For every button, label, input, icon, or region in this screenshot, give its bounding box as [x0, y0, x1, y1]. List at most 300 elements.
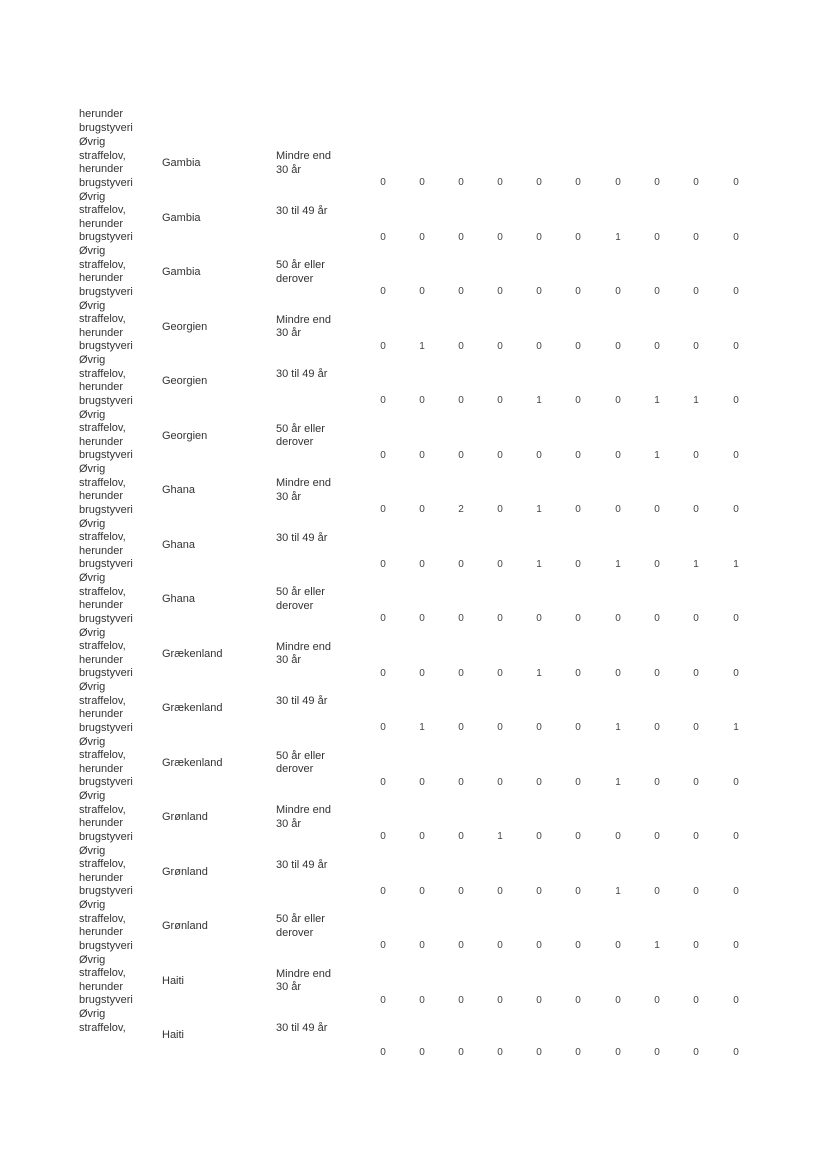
- age-cell: [276, 913, 325, 940]
- crime-line: brugstyveri: [79, 176, 133, 189]
- country-cell: Ghana: [162, 538, 196, 551]
- crime-line: herunder: [79, 381, 124, 394]
- value-cell: 0: [419, 231, 425, 243]
- value-cell: 1: [733, 558, 739, 570]
- crime-line: straffelov,: [79, 204, 126, 217]
- value-cell: 0: [615, 667, 621, 679]
- value-cell: 0: [419, 885, 425, 897]
- crime-line: herunder: [79, 599, 124, 612]
- value-cell: 0: [380, 558, 386, 570]
- value-cell: 0: [497, 667, 503, 679]
- age-line: Mindre end: [276, 477, 332, 489]
- value-cell: 0: [575, 885, 581, 897]
- country-cell: Grønland: [162, 865, 208, 878]
- crime-cell: [79, 681, 154, 735]
- crime-line: herunder: [79, 708, 124, 721]
- value-cell: 0: [693, 776, 699, 788]
- value-cell: 0: [497, 340, 503, 352]
- value-cell: 0: [575, 231, 581, 243]
- crime-cell: [79, 518, 154, 572]
- value-cell: 0: [575, 831, 581, 842]
- age-line: 50 år eller: [276, 422, 325, 435]
- value-cell: 0: [497, 558, 503, 570]
- value-cell: 0: [380, 831, 386, 842]
- value-cell: 0: [654, 558, 660, 570]
- value-cell: 0: [733, 449, 739, 461]
- value-cell: 0: [419, 395, 425, 406]
- value-cell: 0: [654, 340, 660, 352]
- crime-cell: [79, 572, 154, 626]
- crime-line: brugstyveri: [79, 994, 133, 1007]
- age-line: 30 år: [276, 163, 302, 176]
- crime-line: straffelov,: [79, 640, 126, 653]
- value-cell: 0: [654, 504, 660, 515]
- value-cell: 0: [575, 558, 581, 570]
- country-cell: Grækenland: [162, 702, 223, 714]
- value-cell: 0: [536, 286, 542, 297]
- crime-line: straffelov,: [79, 313, 126, 326]
- value-cell: 0: [419, 177, 425, 188]
- crime-cell: [79, 1008, 154, 1035]
- age-cell: [276, 532, 327, 546]
- value-cell: 0: [458, 1047, 464, 1058]
- value-cell: 0: [693, 449, 699, 461]
- value-cell: 0: [380, 231, 386, 243]
- header-fragment: [79, 108, 154, 135]
- value-cell: 0: [419, 449, 425, 461]
- value-cell: 0: [693, 722, 699, 733]
- crime-line: brugstyveri: [79, 285, 133, 298]
- country-cell: Haiti: [162, 1029, 185, 1041]
- crime-line: brugstyveri: [79, 667, 133, 680]
- value-cell: 0: [419, 558, 425, 570]
- value-cell: 0: [458, 722, 464, 733]
- crime-line: brugstyveri: [79, 231, 133, 244]
- value-cell: 0: [575, 776, 581, 788]
- crime-line: brugstyveri: [79, 721, 133, 734]
- value-cell: 1: [615, 885, 621, 897]
- value-cell: 0: [497, 177, 503, 188]
- value-cell: 1: [419, 722, 425, 733]
- crime-line: straffelov,: [79, 367, 126, 380]
- value-cell: 0: [575, 449, 581, 461]
- age-line: 30 til 49 år: [276, 204, 328, 217]
- crime-line: Øvrig: [79, 899, 106, 911]
- country-cell: Grønland: [162, 811, 208, 823]
- value-cell: 0: [380, 449, 386, 461]
- value-cell: 0: [654, 231, 660, 243]
- crime-cell: [79, 245, 154, 299]
- value-cell: 0: [419, 831, 425, 842]
- crime-line: Øvrig: [79, 572, 106, 584]
- value-cell: 0: [536, 994, 542, 1006]
- crime-line: herunder: [79, 163, 124, 176]
- value-cell: 0: [419, 286, 425, 297]
- value-cell: 0: [654, 286, 660, 297]
- age-line: 30 år: [276, 654, 302, 667]
- value-cell: 0: [733, 177, 739, 188]
- value-cell: 0: [458, 286, 464, 297]
- value-cell: 0: [733, 776, 739, 788]
- crime-cell: [79, 409, 154, 463]
- crime-line: brugstyveri: [79, 612, 133, 625]
- value-cell: 0: [693, 340, 699, 352]
- value-cell: 0: [733, 613, 739, 624]
- crime-line: straffelov,: [79, 422, 126, 435]
- value-cell: 0: [654, 776, 660, 788]
- value-cell: 0: [654, 1047, 660, 1058]
- value-cell: 0: [497, 1047, 503, 1058]
- age-line: 30 til 49 år: [276, 368, 328, 380]
- value-cell: 0: [497, 504, 503, 515]
- crime-line: brugstyveri: [79, 939, 133, 952]
- value-cell: 0: [575, 994, 581, 1006]
- value-cell: 1: [536, 395, 542, 406]
- crime-line: herunder: [79, 817, 124, 830]
- age-line: Mindre end: [276, 967, 332, 980]
- value-cell: 1: [615, 231, 621, 243]
- value-cell: 0: [654, 667, 660, 679]
- value-cell: 0: [615, 449, 621, 461]
- age-line: Mindre end: [276, 150, 332, 162]
- crime-line: Øvrig: [79, 790, 106, 802]
- value-cell: 0: [419, 613, 425, 624]
- value-cell: 0: [380, 177, 386, 188]
- value-cell: 0: [575, 504, 581, 515]
- value-cell: 0: [419, 776, 425, 788]
- crime-line: herunder: [79, 490, 124, 503]
- value-cell: 0: [497, 885, 503, 897]
- value-cell: 1: [536, 667, 542, 679]
- crime-line: straffelov,: [79, 694, 126, 707]
- crime-line: herunder: [79, 217, 124, 230]
- age-cell: [276, 804, 331, 831]
- age-cell: [276, 150, 331, 177]
- value-cell: 1: [497, 831, 503, 842]
- age-cell: [276, 1022, 327, 1036]
- value-cell: 0: [575, 395, 581, 406]
- value-cell: 2: [458, 504, 464, 515]
- value-cell: 0: [615, 504, 621, 515]
- crime-line: straffelov,: [79, 912, 126, 925]
- crime-line: straffelov,: [79, 858, 126, 871]
- country-cell: Grækenland: [162, 756, 223, 769]
- age-line: derover: [276, 926, 314, 939]
- value-cell: 0: [380, 395, 386, 406]
- age-cell: [276, 968, 331, 995]
- crime-line: straffelov,: [79, 258, 126, 271]
- value-cell: 0: [654, 613, 660, 624]
- value-cell: 0: [536, 449, 542, 461]
- crime-cell: [79, 899, 154, 953]
- value-cell: 0: [380, 504, 386, 515]
- value-cell: 0: [654, 722, 660, 733]
- value-cell: 0: [458, 177, 464, 188]
- value-cell: 0: [536, 1047, 542, 1058]
- crime-line: Øvrig: [79, 953, 106, 966]
- value-cell: 0: [497, 395, 503, 406]
- value-cell: 0: [380, 722, 386, 733]
- value-cell: 1: [615, 558, 621, 570]
- value-cell: 0: [733, 504, 739, 515]
- value-cell: 0: [380, 1047, 386, 1058]
- crime-line: brugstyveri: [79, 776, 133, 789]
- crime-line: Øvrig: [79, 1008, 106, 1020]
- crime-line: Øvrig: [79, 735, 106, 748]
- value-cell: 0: [497, 776, 503, 788]
- value-cell: 0: [693, 940, 699, 951]
- value-cell: 0: [733, 940, 739, 951]
- country-cell: Georgien: [162, 429, 208, 442]
- value-cell: 0: [693, 613, 699, 624]
- crime-line: straffelov,: [79, 749, 126, 762]
- value-cell: 0: [380, 940, 386, 951]
- age-line: 50 år eller: [276, 913, 325, 925]
- age-cell: [276, 695, 327, 709]
- value-cell: 0: [654, 885, 660, 897]
- value-cell: 1: [615, 722, 621, 733]
- value-cell: 0: [693, 286, 699, 297]
- age-line: Mindre end: [276, 313, 332, 326]
- value-cell: 0: [615, 340, 621, 352]
- age-line: derover: [276, 436, 314, 449]
- crime-cell: [79, 354, 154, 408]
- value-cell: 0: [693, 994, 699, 1006]
- value-cell: 0: [693, 177, 699, 188]
- value-cell: 0: [575, 1047, 581, 1058]
- crime-line: brugstyveri: [79, 885, 133, 898]
- crime-cell: [79, 191, 154, 245]
- age-line: 30 år: [276, 327, 302, 340]
- crime-line: Øvrig: [79, 136, 106, 148]
- value-cell: 0: [733, 340, 739, 352]
- value-cell: 0: [380, 340, 386, 352]
- age-line: 30 til 49 år: [276, 858, 328, 871]
- value-cell: 0: [380, 885, 386, 897]
- value-cell: 0: [693, 231, 699, 243]
- age-line: Mindre end: [276, 804, 332, 816]
- value-cell: 0: [458, 667, 464, 679]
- age-cell: [276, 205, 327, 219]
- crime-line: Øvrig: [79, 626, 106, 639]
- crime-line: Øvrig: [79, 681, 106, 693]
- value-cell: 0: [615, 831, 621, 842]
- value-cell: 0: [458, 831, 464, 842]
- value-cell: 1: [693, 395, 699, 406]
- value-cell: 0: [419, 504, 425, 515]
- value-cell: 0: [733, 994, 739, 1006]
- crime-line: herunder: [79, 326, 124, 339]
- crime-line: herunder: [79, 653, 124, 666]
- value-cell: 0: [693, 504, 699, 515]
- value-cell: 0: [536, 940, 542, 951]
- crime-line: brugstyveri: [79, 394, 133, 407]
- age-line: derover: [276, 272, 314, 285]
- age-cell: [276, 423, 325, 450]
- value-cell: 0: [733, 831, 739, 842]
- crime-line: Øvrig: [79, 844, 106, 857]
- crime-line: brugstyveri: [79, 121, 133, 134]
- crime-line: brugstyveri: [79, 830, 133, 843]
- value-cell: 0: [458, 885, 464, 897]
- value-cell: 0: [733, 231, 739, 243]
- value-cell: 0: [536, 776, 542, 788]
- country-cell: Gambia: [162, 211, 201, 224]
- value-cell: 0: [575, 722, 581, 733]
- value-cell: 1: [733, 722, 739, 733]
- value-cell: 0: [458, 613, 464, 624]
- age-line: 30 år: [276, 981, 302, 994]
- crime-cell: [79, 136, 154, 190]
- country-cell: Georgien: [162, 320, 208, 333]
- crime-line: Øvrig: [79, 463, 106, 475]
- crime-cell: [79, 954, 154, 1008]
- crime-line: brugstyveri: [79, 503, 133, 516]
- value-cell: 0: [693, 667, 699, 679]
- value-cell: 0: [733, 885, 739, 897]
- value-cell: 1: [536, 558, 542, 570]
- country-cell: Ghana: [162, 593, 196, 605]
- value-cell: 0: [380, 776, 386, 788]
- value-cell: 0: [536, 231, 542, 243]
- crime-line: straffelov,: [79, 1021, 126, 1034]
- crime-line: straffelov,: [79, 967, 126, 980]
- value-cell: 0: [733, 286, 739, 297]
- value-cell: 0: [536, 722, 542, 733]
- crime-line: straffelov,: [79, 803, 126, 816]
- age-line: 30 år: [276, 817, 302, 830]
- crime-cell: [79, 463, 154, 517]
- value-cell: 0: [458, 231, 464, 243]
- crime-line: straffelov,: [79, 531, 126, 544]
- value-cell: 1: [654, 395, 660, 406]
- country-cell: Georgien: [162, 375, 208, 387]
- value-cell: 0: [419, 994, 425, 1006]
- age-cell: [276, 641, 331, 668]
- value-cell: 0: [458, 940, 464, 951]
- age-cell: [276, 750, 325, 777]
- country-cell: Grønland: [162, 920, 208, 932]
- value-cell: 0: [497, 940, 503, 951]
- crime-line: Øvrig: [79, 517, 106, 530]
- age-line: 30 til 49 år: [276, 1022, 328, 1034]
- value-cell: 0: [536, 340, 542, 352]
- value-cell: 0: [380, 994, 386, 1006]
- value-cell: 1: [654, 449, 660, 461]
- age-line: 50 år eller: [276, 586, 325, 598]
- age-line: Mindre end: [276, 640, 332, 653]
- value-cell: 0: [536, 613, 542, 624]
- age-line: 30 år: [276, 490, 302, 503]
- value-cell: 0: [458, 340, 464, 352]
- crime-line: herunder: [79, 272, 124, 285]
- age-cell: [276, 368, 327, 382]
- value-cell: 0: [693, 831, 699, 842]
- value-cell: 0: [575, 613, 581, 624]
- crime-line: Øvrig: [79, 245, 106, 257]
- value-cell: 0: [733, 395, 739, 406]
- value-cell: 0: [536, 831, 542, 842]
- country-cell: Grækenland: [162, 647, 223, 660]
- value-cell: 0: [575, 177, 581, 188]
- crime-line: brugstyveri: [79, 449, 133, 462]
- value-cell: 0: [380, 667, 386, 679]
- age-cell: [276, 586, 325, 613]
- age-cell: [276, 259, 325, 286]
- value-cell: 0: [458, 449, 464, 461]
- value-cell: 0: [615, 177, 621, 188]
- value-cell: 0: [458, 776, 464, 788]
- crime-line: Øvrig: [79, 354, 106, 366]
- age-line: derover: [276, 599, 314, 612]
- value-cell: 0: [615, 613, 621, 624]
- value-cell: 0: [575, 286, 581, 297]
- age-line: 50 år eller: [276, 259, 325, 271]
- value-cell: 1: [693, 558, 699, 570]
- value-cell: 0: [615, 994, 621, 1006]
- value-cell: 0: [458, 558, 464, 570]
- value-cell: 0: [733, 667, 739, 679]
- value-cell: 0: [419, 667, 425, 679]
- value-cell: 0: [615, 1047, 621, 1058]
- crime-line: Øvrig: [79, 299, 106, 312]
- crime-line: herunder: [79, 871, 124, 884]
- age-line: derover: [276, 763, 314, 776]
- crime-cell: [79, 736, 154, 790]
- age-line: 30 til 49 år: [276, 531, 328, 544]
- crime-line: straffelov,: [79, 149, 126, 162]
- crime-cell: [79, 790, 154, 844]
- value-cell: 0: [733, 1047, 739, 1058]
- value-cell: 0: [693, 885, 699, 897]
- country-cell: Ghana: [162, 484, 196, 496]
- value-cell: 0: [615, 286, 621, 297]
- crime-line: Øvrig: [79, 408, 106, 421]
- value-cell: 0: [654, 177, 660, 188]
- value-cell: 0: [575, 667, 581, 679]
- crime-cell: [79, 300, 154, 354]
- crime-line: herunder: [79, 980, 124, 993]
- value-cell: 0: [419, 1047, 425, 1058]
- value-cell: 0: [615, 940, 621, 951]
- value-cell: 0: [458, 395, 464, 406]
- crime-line: herunder: [79, 544, 124, 557]
- crime-line: herunder: [79, 926, 124, 939]
- country-cell: Gambia: [162, 157, 201, 169]
- crime-line: brugstyveri: [79, 558, 133, 571]
- crime-line: Øvrig: [79, 190, 106, 203]
- value-cell: 0: [497, 613, 503, 624]
- value-cell: 0: [536, 177, 542, 188]
- crime-line: herunder: [79, 435, 124, 448]
- value-cell: 0: [497, 449, 503, 461]
- value-cell: 0: [575, 340, 581, 352]
- value-cell: 0: [497, 722, 503, 733]
- value-cell: 0: [458, 994, 464, 1006]
- value-cell: 0: [497, 994, 503, 1006]
- value-cell: 0: [693, 1047, 699, 1058]
- crime-cell: [79, 845, 154, 899]
- value-cell: 0: [654, 994, 660, 1006]
- value-cell: 0: [536, 885, 542, 897]
- value-cell: 0: [575, 940, 581, 951]
- crime-line: herunder: [79, 762, 124, 775]
- crime-cell: [79, 627, 154, 681]
- crime-line: straffelov,: [79, 585, 126, 598]
- crime-line: straffelov,: [79, 476, 126, 489]
- age-cell: [276, 477, 331, 504]
- value-cell: 1: [654, 940, 660, 951]
